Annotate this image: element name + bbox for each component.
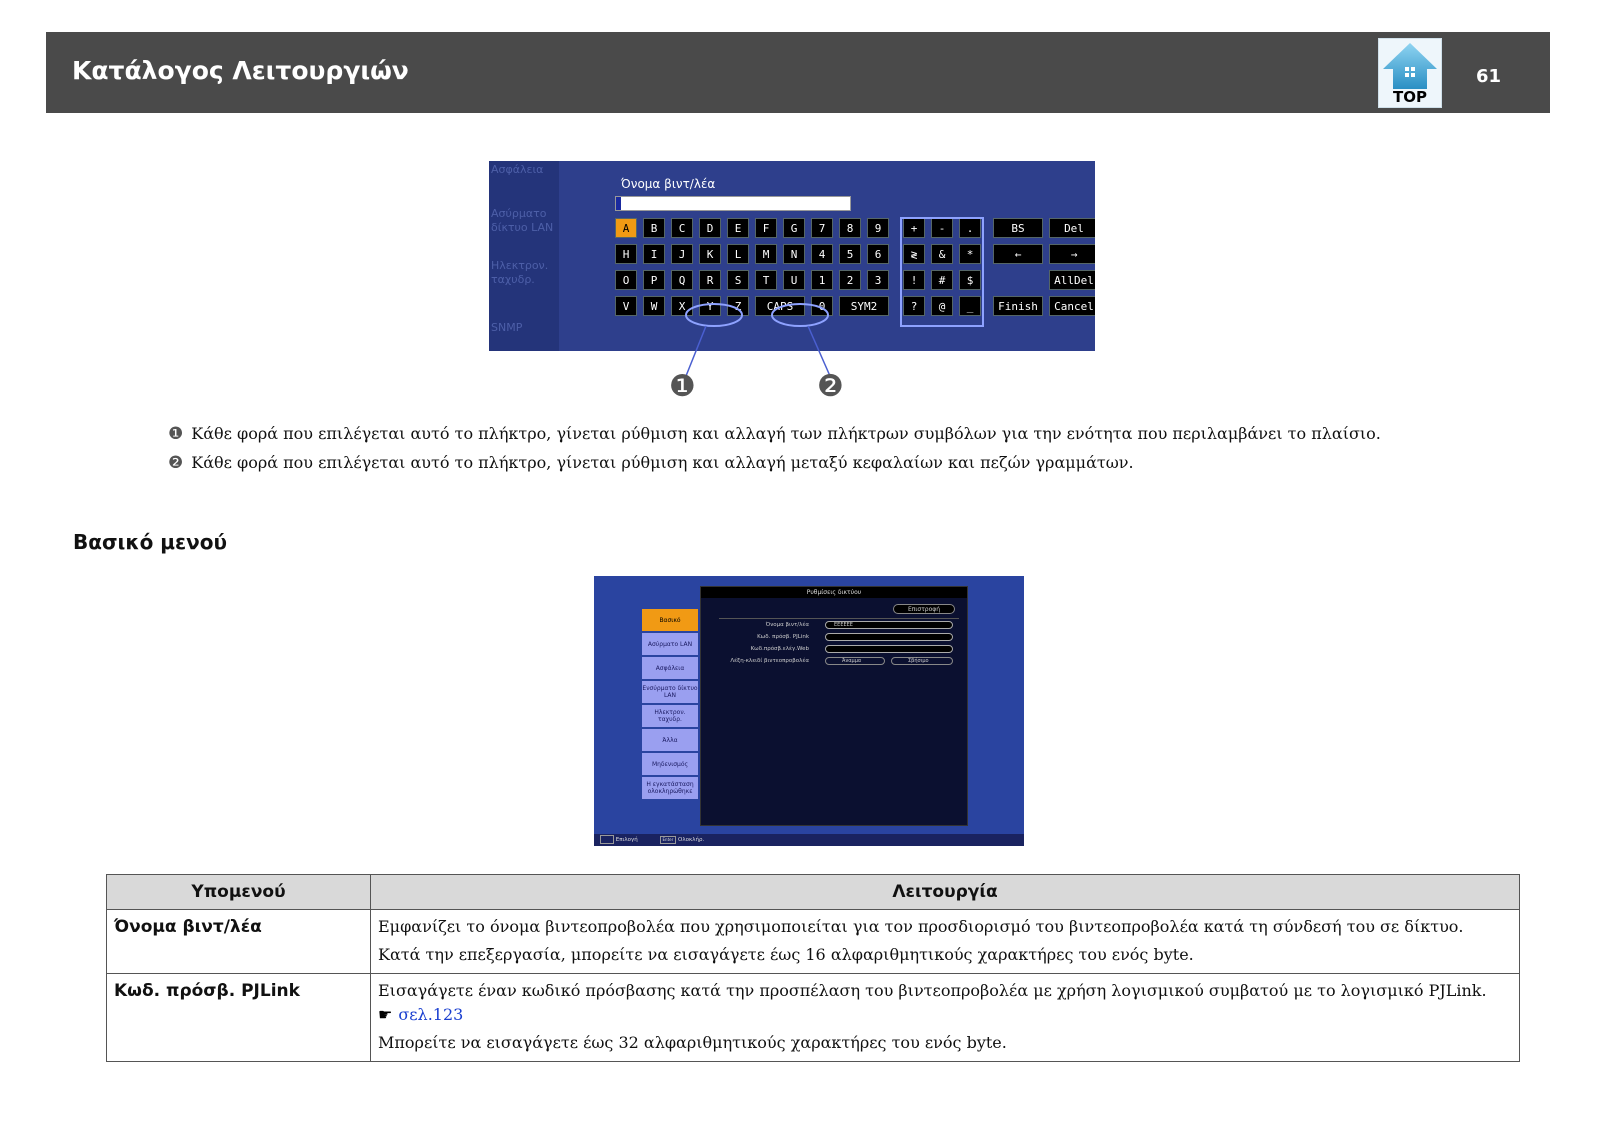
key-button[interactable]: Y <box>699 296 721 316</box>
key-button[interactable]: Q <box>671 270 693 290</box>
top-label: TOP <box>1393 88 1427 106</box>
note-text: Κάθε φορά που επιλέγεται αυτό το πλήκτρο, γίνεται ρύθμιση και αλλαγή μεταξύ κεφαλαίων και πεζών γραμμάτων. <box>191 453 1134 472</box>
caps-key[interactable]: CAPS <box>755 296 805 316</box>
sym2-key[interactable]: SYM2 <box>839 296 889 316</box>
network-tab[interactable]: Ενσύρματο δίκτυο LAN <box>642 681 698 703</box>
backspace-key[interactable]: BS <box>993 218 1043 238</box>
network-tab[interactable]: Η εγκατάσταση ολοκληρώθηκε <box>642 777 698 799</box>
field-label: Λέξη-κλειδί βιντεοπροβολέα <box>730 658 809 664</box>
footer-select: Επιλογή <box>615 837 638 843</box>
network-main-panel <box>700 586 968 826</box>
key-button[interactable]: E <box>727 218 749 238</box>
note-text: Κάθε φορά που επιλέγεται αυτό το πλήκτρο, γίνεται ρύθμιση και αλλαγή των πλήκτρων συμβόλων για την ενότητα που περιλαμβάνει το πλαίσιο. <box>191 424 1381 443</box>
key-button[interactable]: L <box>727 244 749 264</box>
field-label: Κωδ. πρόσβ. PJLink <box>757 634 809 640</box>
key-button[interactable]: W <box>643 296 665 316</box>
key-button[interactable]: 4 <box>811 244 833 264</box>
page-link[interactable]: σελ.123 <box>398 1005 464 1024</box>
keyword-on-radio[interactable]: Άναμμα <box>825 657 885 665</box>
network-tab[interactable]: Μηδενισμός <box>642 753 698 775</box>
key-button[interactable]: O <box>615 270 637 290</box>
symbol-key[interactable]: . <box>959 218 981 238</box>
symbol-key[interactable]: ? <box>903 296 925 316</box>
divider <box>719 618 959 619</box>
field-label: Όνομα βιντ/λέα <box>765 622 809 628</box>
symbol-key[interactable]: - <box>931 218 953 238</box>
key-button[interactable]: T <box>755 270 777 290</box>
function-text: Μπορείτε να εισαγάγετε έως 32 αλφαριθμητικούς χαρακτήρες του ενός byte. <box>378 1033 1007 1052</box>
note-number: ❷ <box>168 453 184 473</box>
pjlink-password-field[interactable] <box>825 633 953 641</box>
key-button[interactable]: N <box>783 244 805 264</box>
key-button[interactable]: D <box>699 218 721 238</box>
delete-key[interactable]: Del <box>1049 218 1095 238</box>
function-text: Εμφανίζει το όνομα βιντεοπροβολέα που χρησιμοποιείται για τον προσδιορισμό του βιντεοπροβολέα κατά τη σύνδεσή του σε δίκτυο. <box>378 917 1464 936</box>
network-tab[interactable]: Άλλα <box>642 729 698 751</box>
callout-1: ❶ <box>669 369 696 404</box>
submenu-cell: Όνομα βιντ/λέα <box>107 910 371 974</box>
key-button[interactable]: 0 <box>811 296 833 316</box>
key-button[interactable]: H <box>615 244 637 264</box>
table-header-row <box>107 875 1520 910</box>
sidebar-text: ταχυδρ. <box>491 273 535 286</box>
key-button[interactable]: Z <box>727 296 749 316</box>
callout-2: ❷ <box>817 369 844 404</box>
page-number: 61 <box>1476 66 1502 87</box>
cursor-left-key[interactable]: ← <box>993 244 1043 264</box>
cursor-right-key[interactable]: → <box>1049 244 1095 264</box>
function-text: Εισαγάγετε έναν κωδικό πρόσβασης κατά την προσπέλαση του βιντεοπροβολέα με χρήση λογισμικού συμβατού με το λογισμικό PJLink. <box>378 981 1487 1000</box>
web-password-field[interactable] <box>825 645 953 653</box>
symbol-key[interactable]: ≷ <box>903 244 925 264</box>
symbol-key[interactable]: $ <box>959 270 981 290</box>
symbol-key[interactable]: _ <box>959 296 981 316</box>
key-button[interactable]: I <box>643 244 665 264</box>
column-header: Λειτουργία <box>371 875 1520 910</box>
key-button[interactable]: S <box>727 270 749 290</box>
projector-name-label: Όνομα βιντ/λέα <box>621 177 716 191</box>
key-button[interactable]: A <box>615 218 637 238</box>
key-button[interactable]: 5 <box>839 244 861 264</box>
network-tab[interactable]: Ηλεκτρον. ταχυδρ. <box>642 705 698 727</box>
key-button[interactable]: U <box>783 270 805 290</box>
key-button[interactable]: F <box>755 218 777 238</box>
cancel-key[interactable]: Cancel <box>1049 296 1095 316</box>
page-reference <box>378 1003 1512 1027</box>
note-2 <box>168 453 1134 473</box>
network-tab[interactable]: Ασφάλεια <box>642 657 698 679</box>
function-text: Κατά την επεξεργασία, μπορείτε να εισαγάγετε έως 16 αλφαριθμητικούς χαρακτήρες του ενός byte. <box>378 945 1194 964</box>
key-button[interactable]: 6 <box>867 244 889 264</box>
network-menu-screenshot <box>594 576 1024 846</box>
key-button[interactable]: P <box>643 270 665 290</box>
network-tab[interactable]: Ασύρματο LAN <box>642 633 698 655</box>
network-header: Ρυθμίσεις δικτύου <box>701 587 967 598</box>
key-button[interactable]: 8 <box>839 218 861 238</box>
enter-key-icon: Enter <box>660 836 677 844</box>
symbol-key[interactable]: * <box>959 244 981 264</box>
key-button[interactable]: X <box>671 296 693 316</box>
key-button[interactable]: 1 <box>811 270 833 290</box>
function-table <box>106 874 1520 1062</box>
key-button[interactable]: 2 <box>839 270 861 290</box>
key-button[interactable]: V <box>615 296 637 316</box>
sidebar-text: Ασφάλεια <box>491 163 544 176</box>
key-button[interactable]: C <box>671 218 693 238</box>
network-tab[interactable]: Βασικό <box>642 609 698 631</box>
key-button[interactable]: K <box>699 244 721 264</box>
table-row <box>107 910 1520 974</box>
sidebar-text: Ασύρματο <box>491 207 547 220</box>
key-button[interactable]: 9 <box>867 218 889 238</box>
select-key-icon <box>600 835 614 844</box>
key-button[interactable]: 7 <box>811 218 833 238</box>
symbol-key[interactable]: & <box>931 244 953 264</box>
key-button[interactable]: G <box>783 218 805 238</box>
key-button[interactable]: B <box>643 218 665 238</box>
finish-key[interactable]: Finish <box>993 296 1043 316</box>
callout-lines <box>0 0 1600 420</box>
key-button[interactable]: 3 <box>867 270 889 290</box>
table-row <box>107 974 1520 1062</box>
column-header: Υπομενού <box>107 875 371 910</box>
sidebar-text: Ηλεκτρον. <box>491 259 549 272</box>
section-title: Βασικό μενού <box>73 530 227 554</box>
function-cell <box>371 974 1520 1062</box>
function-cell <box>371 910 1520 974</box>
page-title: Κατάλογος Λειτουργιών <box>72 56 409 85</box>
symbol-key[interactable]: ! <box>903 270 925 290</box>
all-delete-key[interactable]: AllDel <box>1049 270 1095 290</box>
sidebar-text: SNMP <box>491 321 523 334</box>
back-button[interactable]: Επιστροφή <box>893 604 955 614</box>
note-number: ❶ <box>168 424 184 444</box>
note-1 <box>168 424 1381 444</box>
symbol-key[interactable]: @ <box>931 296 953 316</box>
submenu-cell: Κωδ. πρόσβ. PJLink <box>107 974 371 1062</box>
projector-name-field[interactable]: EEEEEE <box>825 621 953 629</box>
key-button[interactable]: J <box>671 244 693 264</box>
key-button[interactable]: M <box>755 244 777 264</box>
symbol-key[interactable]: + <box>903 218 925 238</box>
footer-done: Ολοκλήρ. <box>678 837 705 843</box>
field-label: Κωδ.πρόσβ.ελέγ.Web <box>750 646 809 652</box>
key-button[interactable]: R <box>699 270 721 290</box>
keyword-off-radio[interactable]: Σβήσιμο <box>891 657 953 665</box>
hand-pointer-icon: ☛ <box>378 1005 393 1024</box>
sidebar-text: δίκτυο LAN <box>491 221 554 234</box>
symbol-key[interactable]: # <box>931 270 953 290</box>
network-footer <box>594 834 1024 846</box>
